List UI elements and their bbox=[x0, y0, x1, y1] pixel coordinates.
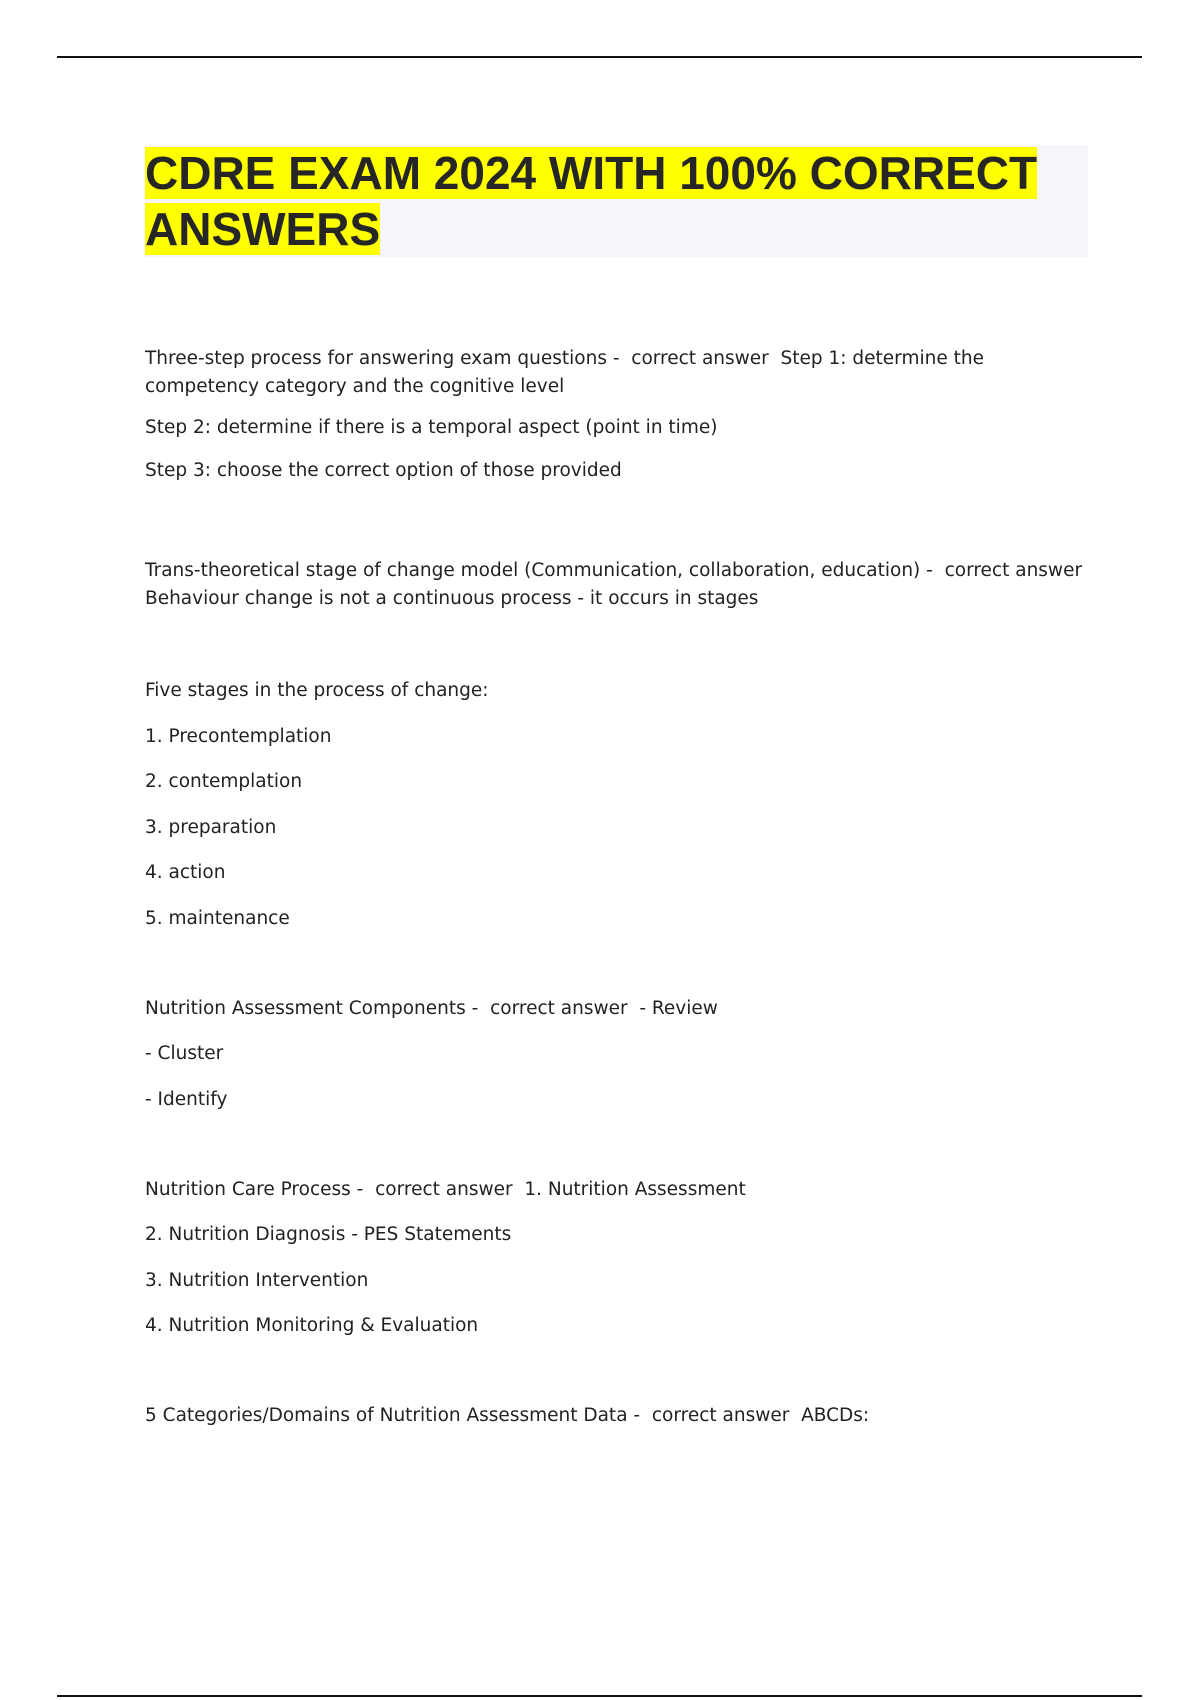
list-item: 5. maintenance bbox=[145, 908, 290, 929]
entry-text: Five stages in the process of change: bbox=[145, 680, 489, 701]
list-item: 3. Nutrition Intervention bbox=[145, 1270, 369, 1291]
list-item: - Cluster bbox=[145, 1043, 224, 1064]
qa-entry-nutrition-care-process bbox=[145, 1176, 1085, 1340]
list-item: - Identify bbox=[145, 1089, 228, 1110]
entry-text: Step 2: determine if there is a temporal aspect (point in time) bbox=[145, 417, 718, 438]
entry-text: 5 Categories/Domains of Nutrition Assessment Data - correct answer ABCDs: bbox=[145, 1405, 870, 1426]
qa-entry-three-step-process bbox=[145, 345, 1085, 485]
list-item: 2. Nutrition Diagnosis - PES Statements bbox=[145, 1224, 512, 1245]
list-item: 2. contemplation bbox=[145, 771, 303, 792]
qa-entry-assessment-components bbox=[145, 995, 1085, 1114]
qa-entry-trans-theoretical-model bbox=[145, 557, 1088, 613]
list-item: 4. Nutrition Monitoring & Evaluation bbox=[145, 1315, 479, 1336]
entry-text: Trans-theoretical stage of change model (Communication, collaboration, education) - correct answer Behaviour change is not a continuous process - it occurs in stages bbox=[145, 560, 1088, 609]
list-item: 3. preparation bbox=[145, 817, 277, 838]
entry-text: Three-step process for answering exam questions - correct answer Step 1: determine the competency category and the cognitive level bbox=[145, 348, 990, 397]
qa-entry-five-stages bbox=[145, 677, 1085, 933]
entry-text: Nutrition Care Process - correct answer 1. Nutrition Assessment bbox=[145, 1179, 746, 1200]
title-block bbox=[145, 145, 1088, 257]
entry-text: Nutrition Assessment Components - correct answer - Review bbox=[145, 998, 718, 1019]
list-item: 4. action bbox=[145, 862, 226, 883]
entry-text: Step 3: choose the correct option of those provided bbox=[145, 460, 622, 481]
title-highlight: CDRE EXAM 2024 WITH 100% CORRECT ANSWERS bbox=[145, 147, 1038, 255]
list-item: 1. Precontemplation bbox=[145, 726, 332, 747]
qa-entry-assessment-data-domains bbox=[145, 1402, 1085, 1430]
top-rule bbox=[57, 56, 1142, 58]
bottom-rule bbox=[57, 1695, 1142, 1697]
document-title bbox=[145, 145, 1088, 257]
